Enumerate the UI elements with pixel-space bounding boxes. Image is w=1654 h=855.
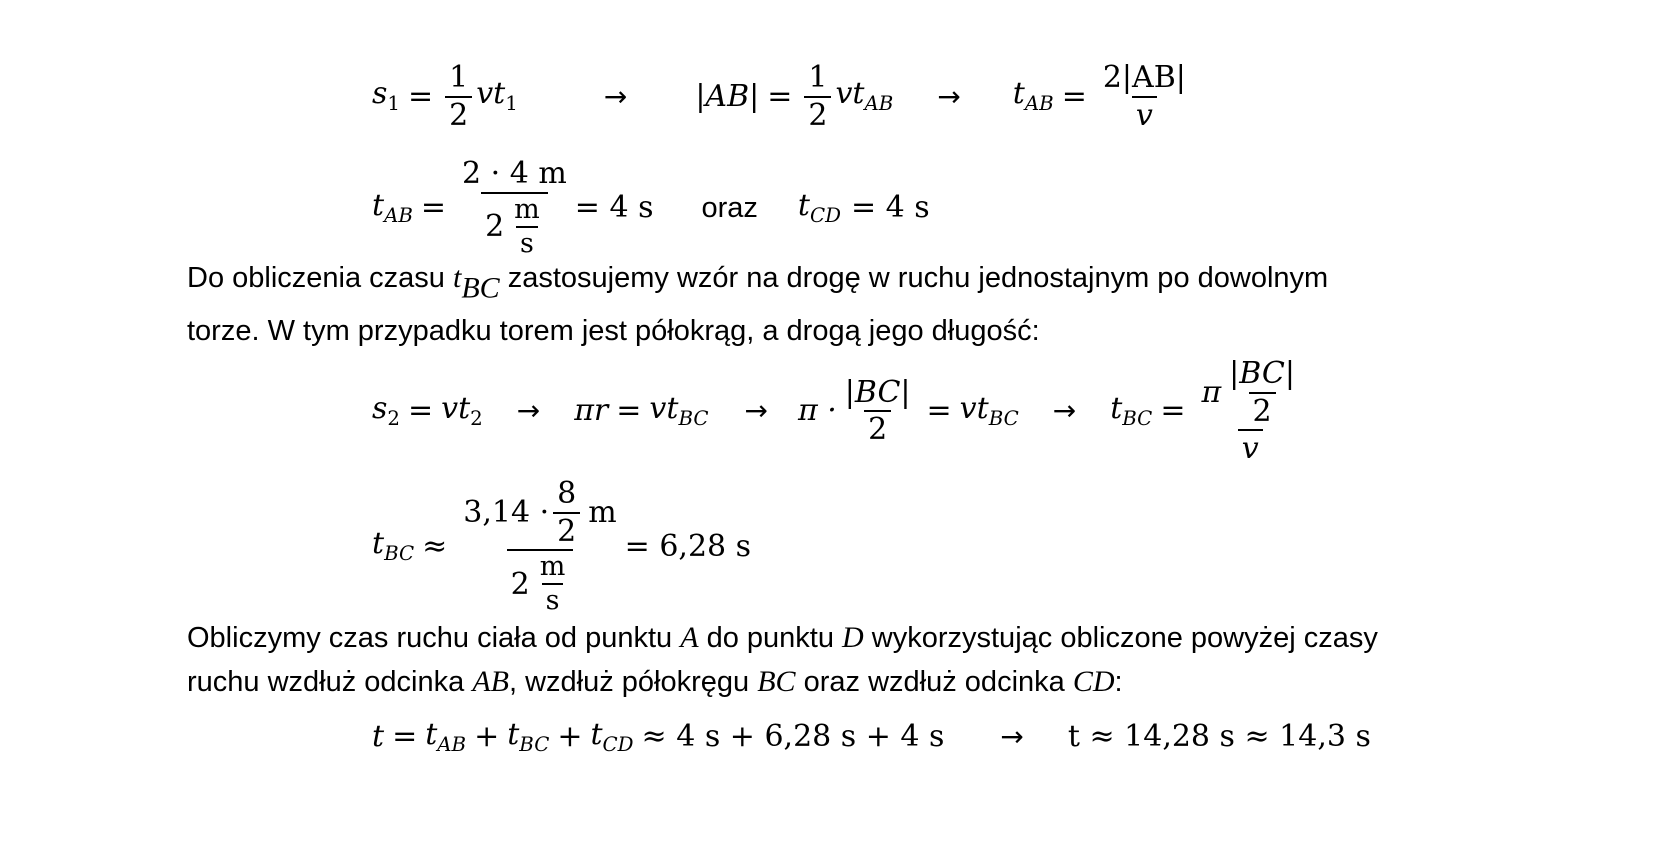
var-s: s [372, 76, 388, 112]
result-tab: = 4 s [574, 190, 654, 226]
fraction-half: $\frac{1}{2}$ [804, 62, 831, 131]
equation-1: $s_1$ = $\frac{1}{2}$ $vt_1$ → |AB| = $\frac{1}{2}$ $vt_{AB}$ → $t_{AB}$ = $\frac{2|AB|}{v}$ [372, 62, 1194, 131]
arrow-icon: → [1000, 720, 1024, 754]
arrow-icon: → [1052, 394, 1077, 428]
fraction-tab-value: 2 · 4 m 2 $\frac{m}{s}$ [462, 156, 567, 259]
arrow-icon: → [744, 394, 768, 428]
fraction-tbc: π $\frac{|BC|}{2}$ v [1201, 356, 1295, 466]
result-tbc: = 6,28 s [624, 528, 752, 564]
fraction-tbc-value: 3,14 · $\frac{8}{2}$ m 2 $\frac{m}{s}$ [463, 476, 617, 617]
sum-expression: ≈ 4 s + 6,28 s + 4 s [641, 719, 945, 755]
final-result: t ≈ 14,28 s ≈ 14,3 s [1067, 719, 1371, 755]
segment-ab: |AB| [695, 78, 760, 114]
equation-3: $s_2$ = $vt_2$ → πr = $vt_{BC}$ → π · $\frac{|BC|}{2}$ = $vt_{BC}$ → $t_{BC}$ = π $\frac{|BC|}{2}$ v [372, 358, 1307, 465]
paragraph-2: Obliczymy czas ruchu ciała od punktu A do punktu D wykorzystując obliczone powyżej czasy ruchu wzdłuż odcinka AB, wzdłuż półokręgu BC oraz wzdłuż odcinka CD: [187, 621, 1378, 698]
fraction-tab: $\frac{2|AB|}{v}$ [1102, 60, 1186, 133]
conjunction-text: oraz [701, 191, 758, 224]
arrow-icon: → [516, 394, 541, 428]
equation-5: t = $t_{AB}$ + $t_{BC}$ + $t_{CD}$ ≈ 4 s + 6,28 s + 4 s → t ≈ 14,28 s ≈ 14,3 s [372, 717, 1371, 756]
equation-2: $t_{AB}$ = 2 · 4 m 2 $\frac{m}{s}$ = 4 s oraz $t_{CD}$ = 4 s [372, 156, 930, 259]
result-tcd: = 4 s [850, 190, 930, 226]
subscript: 1 [387, 92, 400, 116]
equation-4: $t_{BC}$ ≈ 3,14 · $\frac{8}{2}$ m 2 $\frac{m}{s}$ = 6,28 s [372, 476, 752, 617]
paragraph-1: Do obliczenia czasu tBC zastosujemy wzór na drogę w ruchu jednostajnym po dowolnym torze. W tym przypadku torem jest półokrąg, a drogą jego długość: [187, 261, 1329, 347]
arrow-icon: → [937, 79, 961, 113]
arrow-icon: → [603, 79, 628, 113]
equals-sign: = [408, 78, 434, 114]
fraction-half: $\frac{1}{2}$ [445, 62, 472, 131]
